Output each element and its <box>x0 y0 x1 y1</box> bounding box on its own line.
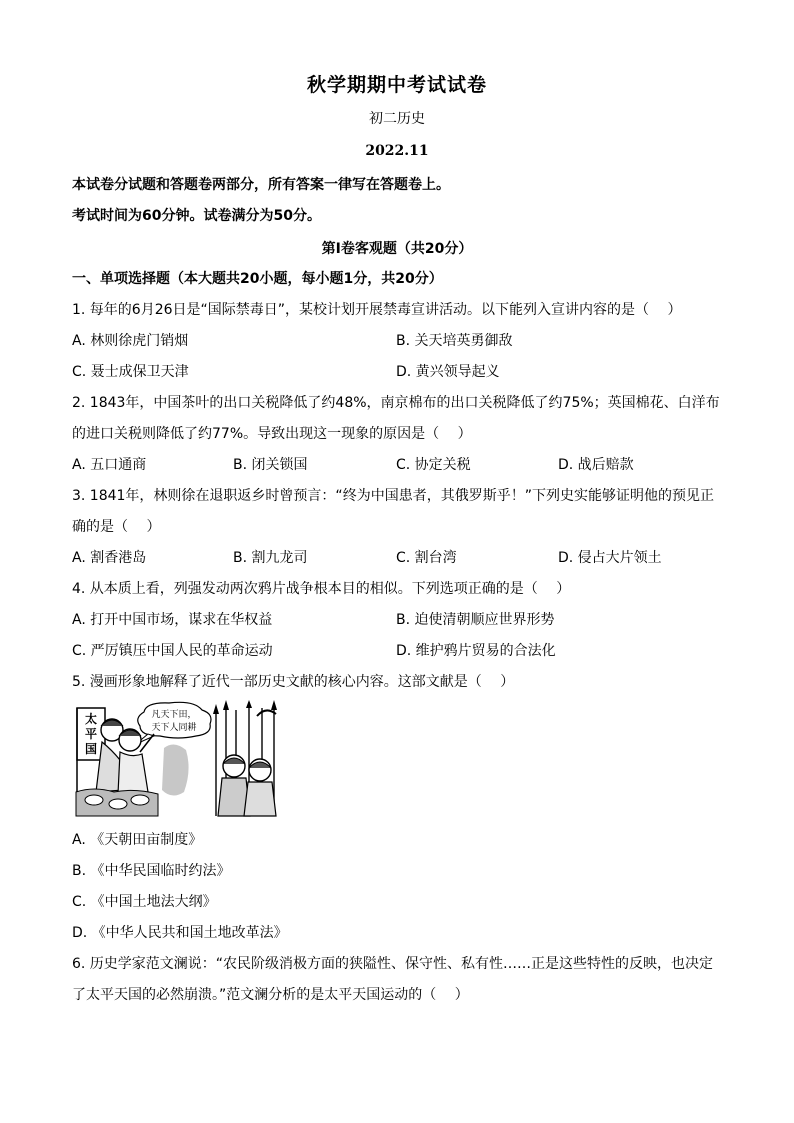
question-4-stem: 4. 从本质上看，列强发动两次鸦片战争根本目的相似。下列选项正确的是（ ） <box>72 581 571 597</box>
cartoon-illustration <box>74 700 286 818</box>
question-6-stem-line-2: 了太平天国的必然崩溃。”范文澜分析的是太平天国运动的（ ） <box>72 987 469 1003</box>
question-3-stem-line-1: 3. 1841年，林则徐在退职返乡时曾预言：“终为中国患者，其俄罗斯乎！”下列史实能够证明他的预见正 <box>72 488 714 504</box>
question-5-option-b: B. 《中华民国临时约法》 <box>72 863 231 879</box>
question-3-option-a: A. 割香港岛 <box>72 550 147 566</box>
question-2-option-b: B. 闭关锁国 <box>233 457 308 473</box>
question-5-option-a: A. 《天朝田亩制度》 <box>72 832 203 848</box>
cartoon-bubble-line-2: 天下人同耕 <box>151 723 197 733</box>
question-3-option-b: B. 割九龙司 <box>233 550 308 566</box>
question-2-stem-line-2: 的进口关税则降低了约77%。导致出现这一现象的原因是（ ） <box>72 426 472 442</box>
question-4-option-a: A. 打开中国市场，谋求在华权益 <box>72 612 273 628</box>
question-2-option-d: D. 战后赔款 <box>558 457 634 473</box>
question-5-option-c: C. 《中国土地法大纲》 <box>72 894 217 910</box>
instruction-line-1: 本试卷分试题和答题卷两部分，所有答案一律写在答题卷上。 <box>72 177 450 193</box>
part-title: 第Ⅰ卷客观题（共20分） <box>321 241 473 257</box>
cartoon-bubble-line-1: 凡天下田， <box>151 710 197 720</box>
question-3-stem-line-2: 确的是（ ） <box>72 519 161 535</box>
cartoon-banner-char-1: 太 <box>84 712 98 726</box>
section-title: 一、单项选择题（本大题共20小题，每小题1分，共20分） <box>72 271 443 287</box>
question-1-option-c: C. 聂士成保卫天津 <box>72 364 189 380</box>
question-5-stem: 5. 漫画形象地解释了近代一部历史文献的核心内容。这部文献是（ ） <box>72 674 515 690</box>
exam-subject: 初二历史 <box>369 111 425 127</box>
question-5-option-d: D. 《中华人民共和国土地改革法》 <box>72 925 288 941</box>
question-2-option-a: A. 五口通商 <box>72 457 147 473</box>
instruction-line-2: 考试时间为60分钟。试卷满分为50分。 <box>72 208 321 224</box>
cartoon-banner-char-2: 平 <box>84 727 98 741</box>
question-2-option-c: C. 协定关税 <box>396 457 471 473</box>
question-4-option-b: B. 迫使清朝顺应世界形势 <box>396 612 555 628</box>
question-6-stem-line-1: 6. 历史学家范文澜说：“农民阶级消极方面的狭隘性、保守性、私有性……正是这些特性的反映，也决定 <box>72 956 714 972</box>
exam-date: 2022.11 <box>365 143 429 159</box>
question-1-stem: 1. 每年的6月26日是“国际禁毒日”，某校计划开展禁毒宣讲活动。以下能列入宣讲内容的是（ ） <box>72 302 682 318</box>
question-1-option-a: A. 林则徐虎门销烟 <box>72 333 189 349</box>
question-2-stem-line-1: 2. 1843年，中国茶叶的出口关税降低了约48%，南京棉布的出口关税降低了约75%；英国棉花、白洋布 <box>72 395 720 411</box>
question-1-option-d: D. 黄兴领导起义 <box>396 364 500 380</box>
question-3-option-c: C. 割台湾 <box>396 550 457 566</box>
exam-title: 秋学期期中考试试卷 <box>306 74 487 96</box>
cartoon-banner-char-3: 国 <box>84 742 98 756</box>
question-1-option-b: B. 关天培英勇御敌 <box>396 333 513 349</box>
question-4-option-c: C. 严厉镇压中国人民的革命运动 <box>72 643 273 659</box>
question-3-option-d: D. 侵占大片领土 <box>558 550 662 566</box>
question-4-option-d: D. 维护鸦片贸易的合法化 <box>396 643 556 659</box>
